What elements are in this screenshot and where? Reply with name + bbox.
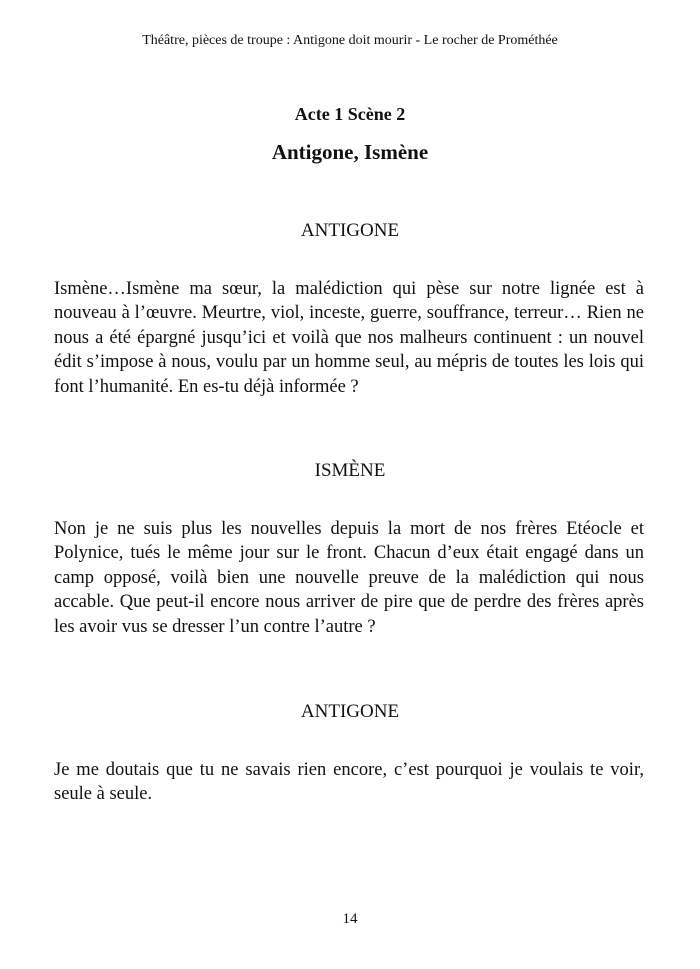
speech-paragraph: Je me doutais que tu ne savais rien encore, c’est pourquoi je voulais te voir, seule à seule. bbox=[54, 760, 644, 805]
running-header: Théâtre, pièces de troupe : Antigone doit mourir - Le rocher de Prométhée bbox=[142, 33, 558, 48]
speech-paragraph: Ismène…Ismène ma sœur, la malédiction qui pèse sur notre lignée est à nouveau à l’œuvre. Meurtre, viol, inceste, guerre, souffrance, terreur… Rien ne nous a été épargné jusqu’ici et voilà que nos malheurs continuent : un nouvel édit s’impose à nous, voulu par un homme seul, au mépris de toutes les lois qui font l’humanité. En es-tu déjà informée ? bbox=[54, 279, 644, 397]
speaker-name: ISMÈNE bbox=[314, 460, 386, 481]
speaker-name: ANTIGONE bbox=[300, 701, 400, 722]
act-scene-heading: Acte 1 Scène 2 bbox=[294, 104, 406, 124]
speaker-name: ANTIGONE bbox=[300, 220, 400, 241]
scene-characters: Antigone, Ismène bbox=[271, 140, 429, 164]
page-number: 14 bbox=[342, 911, 358, 927]
speech-paragraph: Non je ne suis plus les nouvelles depuis la mort de nos frères Etéocle et Polynice, tués le même jour sur le front. Chacun d’eux était engagé dans un camp opposé, voilà bien une nouvelle preuve de la malédiction qui nous accable. Que peut-il encore nous arriver de pire que de perdre des frères après les avoir vus se dresser l’un contre l’autre ? bbox=[54, 519, 644, 637]
